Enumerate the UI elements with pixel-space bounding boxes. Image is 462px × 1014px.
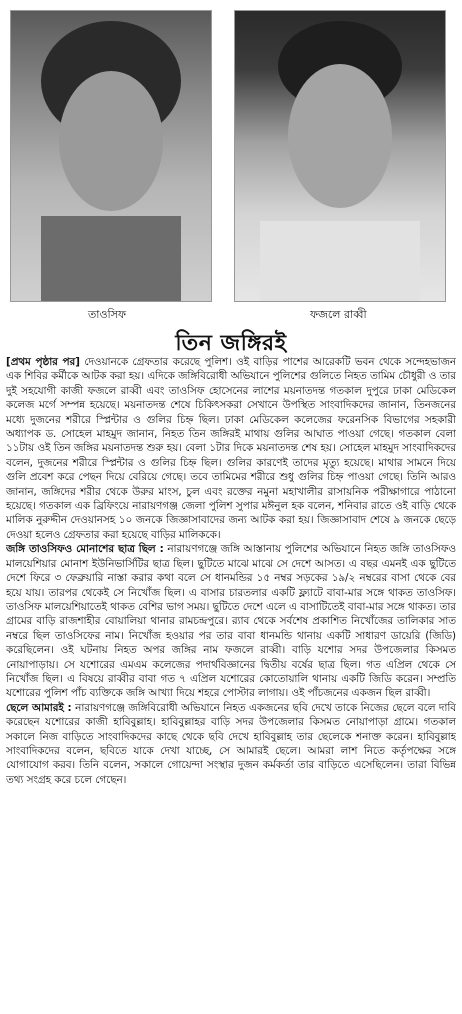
- paragraph-1: [6, 355, 456, 542]
- paragraph-3: [6, 701, 456, 787]
- photo-taosif: [10, 10, 212, 302]
- caption-taosif: তাওসিফ: [88, 308, 126, 321]
- paragraph-1-lead: [প্রথম পৃষ্ঠার পর]: [6, 356, 80, 368]
- article-body: [6, 355, 456, 1010]
- caption-fazle-rabbi: ফজলে রাব্বী: [310, 308, 367, 321]
- photo-fazle-rabbi: [234, 10, 446, 302]
- paragraph-2-subhead: জঙ্গি তাওসিফও মোনাশের ছাত্র ছিল :: [6, 543, 164, 556]
- paragraph-2: [6, 542, 456, 700]
- paragraph-2-text: নারায়ণগঞ্জে জঙ্গি আস্তানায় পুলিশের অভিযানে নিহত জঙ্গি তাওসিফও মালয়েশিয়ার মোনাশ ইউনিভার্সিটির ছাত্র ছিল। ছুটিতে মাঝে মাঝে সে দেশে আসত। এ বছর এমনই এক ছুটিতে দেশে ফিরে ৩ ফেব্রুয়ারি নাস্তা করার কথা বলে সে ধানমন্ডির ১৫ নম্বর সড়কের ১৯/২ নম্বরের বাসা থেকে বের হয়ে যায়। তারপর থেকেই সে নিখোঁজ ছিল। এ বাসার চারতলার একটি ফ্ল্যাটে বাবা-মার সঙ্গে থাকত তাওসিফ। তাওসিফ মালয়েশিয়াতেই থাকত বেশির ভাগ সময়। ছুটিতে দেশে এলে এ বাসাটিতেই বাবা-মার সঙ্গে থাকত। তার গ্রামের বাড়ি রাজশাহীর বোয়ালিয়া থানার রামচন্দ্রপুরে। র‌্যাব থেকে সর্বশেষ প্রকাশিত নিখোঁজের তালিকার সাত নম্বরে ছিল তাওসিফের নাম। নিখোঁজ হওয়ার পর তার বাবা ধানমন্ডি থানায় একটি সাধারণ ডায়েরি (জিডি) করেছিলেন। ওই ঘটনায় নিহত অপর জঙ্গির নাম ফজলে রাব্বী। বাড়ি যশোর সদর উপজেলার কিসমত নোয়াপাড়ায়। সে যশোরের এমএম কলেজের পদার্থবিজ্ঞানের দ্বিতীয় বর্ষের ছাত্র ছিল। গত এপ্রিল থেকে সে নিখোঁজ ছিল। এ বিষয়ে রাব্বীর বাবা গত ৭ এপ্রিল যশোরের কোতোয়ালি থানায় একটি জিডি করেন। সম্প্রতি যশোরের পুলিশ পাঁচ ব্যক্তিকে জঙ্গি আখ্যা দিয়ে শহরে পোস্টার লাগায়। ওই পাঁচজনের একজন ছিল রাব্বী।: [6, 543, 456, 700]
- paragraph-3-subhead: ছেলে আমারই :: [6, 701, 72, 714]
- paragraph-3-text: নারায়ণগঞ্জে জঙ্গিবিরোধী অভিযানে নিহত একজনের ছবি দেখে তাকে নিজের ছেলে বলে দাবি করেছেন যশোরের কাজী হাবিবুল্লাহ। হাবিবুল্লাহর বাড়ি সদর উপজেলার কিসমত নোয়াপাড়া গ্রামে। গতকাল সকালে নিজ বাড়িতে সাংবাদিকদের কাছে থেকে ছবি দেখে হাবিবুল্লাহ তার ছেলেকে শনাক্ত করেন। হাবিবুল্লাহ সাংবাদিকদের বলেন, ছবিতে যাকে দেখা যাচ্ছে, সে আমারই ছেলে। আমরা লাশ নিতে কর্তৃপক্ষের সঙ্গে যোগাযোগ করব। তিনি বলেন, সকালে গোয়েন্দা সংস্থার দুজন কর্মকর্তা তার বাড়িতে এসেছিলেন। তারা বিভিন্ন তথ্য সংগ্রহ করে চলে গেছেন।: [6, 701, 456, 786]
- headline: তিন জঙ্গিরই: [175, 331, 287, 356]
- paragraph-1-text: দেওয়ানকে গ্রেফতার করেছে পুলিশ। ওই বাড়ির পাশের আরেকটি ভবন থেকে সন্দেহভাজন এক শিবির কর্মীকে আটক করা হয়। এদিকে জঙ্গিবিরোধী অভিযানে পুলিশের গুলিতে নিহত তামিম চৌধুরী ও তার দুই সহযোগী কাজী ফজলে রাব্বী এবং তাওসিফ হোসেনের লাশের ময়নাতদন্ত গতকাল দুপুরে ঢাকা মেডিকেল কলেজ মর্গে সম্পন্ন হয়েছে। ময়নাতদন্ত শেষে চিকিৎসকরা সেখানে উপস্থিত সাংবাদিকদের জানান, তিনজনের মধ্যে দুজনের শরীরে স্প্লিন্টার ও গুলির চিহ্ন ছিল। ঢাকা মেডিকেল কলেজের ফরেনসিক বিভাগের সহকারী অধ্যাপক ড. সোহেল মাহমুদ জানান, নিহত তিন জঙ্গিরই মাথায় গুলির আঘাত পাওয়া গেছে। গতকাল বেলা ১১টায় ওই তিন জঙ্গির ময়নাতদন্ত শুরু হয়। বেলা ১টার দিকে ময়নাতদন্ত শেষ হয়। সোহেল মাহমুদ সাংবাদিকদের বলেন, দুজনের শরীরে স্প্লিন্টার ও গুলির চিহ্ন ছিল। গুলির কারণেই তাদের মৃত্যু হয়েছে। মাথার সামনে দিয়ে গুলি প্রবেশ করে পেছন দিয়ে বেরিয়ে গেছে। তবে তামিমের শরীরে শুধু গুলির চিহ্ন পাওয়া গেছে। তিনি আরও জানান, জঙ্গিদের শরীর থেকে উরুর মাংস, চুল এবং রক্তের নমুনা মহাখালীর রাসায়নিক পরীক্ষাগারে পাঠানো হয়েছে। গতকাল এক ব্রিফিংয়ে নারায়ণগঞ্জ জেলা পুলিশ সুপার মঈনুল হক বলেন, শনিবার রাতে ওই বাড়ি থেকে মালিক নুরুদ্দীন দেওয়ানসহ ১০ জনকে জিজ্ঞাসাবাদের জন্য আটক করা হয়। জিজ্ঞাসাবাদ শেষে ৯ জনকে ছেড়ে দেওয়া হলেও গ্রেফতার করা হয়েছে বাড়ির মালিককে।: [6, 356, 456, 541]
- photo-strip: [0, 0, 462, 300]
